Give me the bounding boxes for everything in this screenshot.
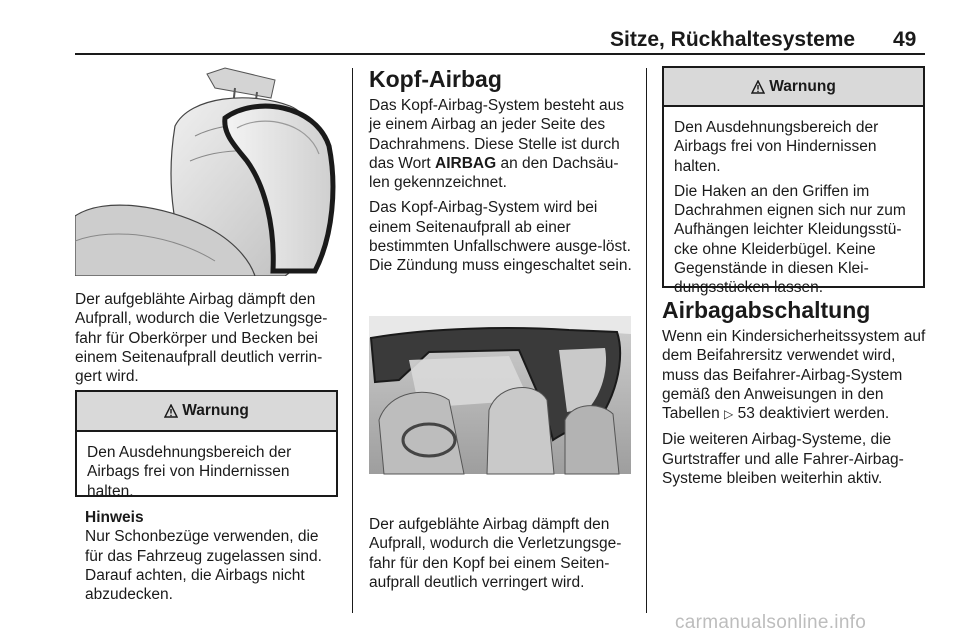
paragraph: Das Kopf-Airbag-System wird bei einem Seitenaufprall ab einer bestimmten Unfallschwere ausge-löst. Die Zündung muss eingeschaltet sein. bbox=[369, 199, 632, 275]
running-header-title: Sitze, Rückhaltesysteme bbox=[610, 28, 856, 51]
note-title: Hinweis bbox=[85, 509, 144, 526]
section-heading-kopf-airbag: Kopf-Airbag bbox=[369, 66, 502, 92]
column-divider bbox=[352, 68, 353, 613]
warning-body bbox=[77, 432, 336, 515]
airbagabschaltung-body bbox=[662, 327, 927, 494]
caption-text: Der aufgeblähte Airbag dämpft den Aufprall, wodurch die Verletzungsge-fahr für Oberkörper und Becken bei einem Seitenaufprall deutlich verrin-gert wird. bbox=[75, 291, 328, 386]
paragraph: Wenn ein Kindersicherheitssystem auf dem Beifahrersitz verwendet wird, muss das Beifahrer-Airbag-System gemäß den Anweisungen in den Tabellen ▷ 53 deaktiviert werden. bbox=[662, 328, 926, 423]
warning-triangle-icon bbox=[751, 80, 765, 94]
arrow-reference-icon: ▷ bbox=[724, 407, 734, 422]
warning-title: Warnung bbox=[769, 77, 836, 95]
warning-header bbox=[77, 392, 336, 432]
section-heading-airbagabschaltung: Airbagabschaltung bbox=[662, 297, 871, 323]
header-rule bbox=[75, 53, 925, 55]
note-text: Nur Schonbezüge verwenden, die für das Fahrzeug zugelassen sind. Darauf achten, die Airbags nicht abzudecken. bbox=[85, 528, 322, 604]
curtain-airbag-illustration bbox=[369, 290, 631, 500]
page-number: 49 bbox=[893, 28, 917, 51]
watermark: carmanualsonline.info bbox=[675, 612, 867, 633]
warning-header bbox=[664, 68, 923, 107]
paragraph: Die weiteren Airbag-Systeme, die Gurtstraffer und alle Fahrer-Airbag-Systeme bleiben weiterhin aktiv. bbox=[662, 431, 904, 488]
warning-text: Die Haken an den Griffen im Dachrahmen eignen sich nur zum Aufhängen leichter Kleidungsstü-cke ohne Kleiderbügel. Keine Gegenstände in diesen Klei-dungsstücken lassen. bbox=[674, 182, 906, 297]
column-divider bbox=[646, 68, 647, 613]
seat-side-airbag-illustration bbox=[75, 66, 338, 276]
airbag-label: AIRBAG bbox=[435, 154, 497, 172]
kopf-airbag-body bbox=[369, 96, 634, 282]
paragraph: Das Kopf-Airbag-System besteht aus je einem Airbag an jeder Seite des Dachrahmens. Diese Stelle ist durch das Wort AIRBAG an den Dachsäu-len gekennzeichnet. bbox=[369, 97, 625, 192]
reference-page-link[interactable]: 53 bbox=[737, 405, 755, 423]
warning-body bbox=[664, 107, 923, 312]
caption-side-airbag bbox=[75, 290, 340, 392]
warning-box bbox=[662, 66, 925, 297]
note-block bbox=[85, 508, 340, 604]
warning-text: Den Ausdehnungsbereich der Airbags frei von Hindernissen halten. bbox=[674, 119, 879, 175]
warning-title: Warnung bbox=[182, 402, 249, 419]
warning-triangle-icon bbox=[164, 404, 178, 418]
caption-text: Der aufgeblähte Airbag dämpft den Aufprall, wodurch die Verletzungsge-fahr für den Kopf bei einem Seiten-aufprall deutlich verringert wird. bbox=[369, 516, 622, 591]
warning-text: Den Ausdehnungsbereich der Airbags frei von Hindernissen halten. bbox=[87, 444, 292, 500]
warning-box bbox=[75, 390, 338, 500]
caption-curtain-airbag bbox=[369, 515, 634, 598]
